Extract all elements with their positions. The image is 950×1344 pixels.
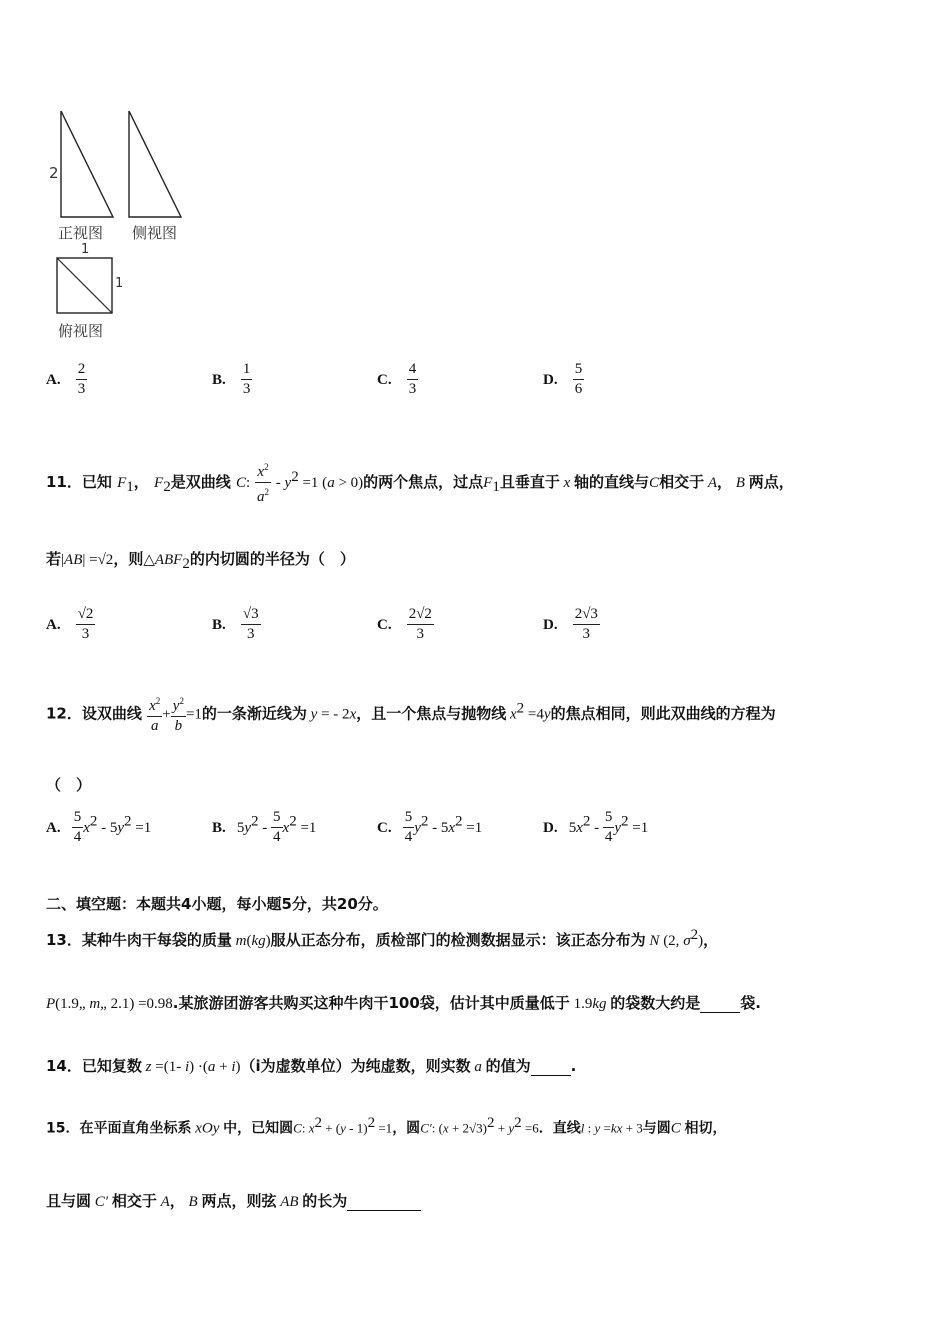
q12-line2: （ ）	[46, 776, 92, 794]
q10-option-a[interactable]: A. $\frac{2}{3}$	[46, 361, 86, 397]
q12-line1: 12．设双曲线 $\frac{x^2}{a}$ + $\frac{y^2}{b}$ =1的一条渐近线为 y = - 2x，且一个焦点与抛物线 $x^2 =4y$的焦点相同，则此双曲线的方程为	[46, 692, 776, 736]
q13-answer-blank[interactable]	[700, 994, 740, 1013]
side-view-triangle	[129, 111, 181, 217]
q12-option-b[interactable]: B. $5y^2$ - $\frac{5}{4}$ $x^2 =1$	[212, 809, 317, 845]
q13-line2: P(1.9„ m„ 2.1) =0.98.某旅游团游客共购买这种牛肉干100袋，估计其中质量低于 1.9kg 的袋数大约是 袋.	[46, 994, 761, 1012]
q11-option-b[interactable]: B. $\frac{√3}{3}$	[212, 606, 259, 642]
q15-answer-blank[interactable]	[347, 1192, 421, 1211]
top-view-diagonal	[57, 258, 112, 313]
q12-option-a[interactable]: A. $\frac{5}{4}$ $x^2 - 5y^2 =1$	[46, 809, 152, 845]
q15-line1: 15．在平面直角坐标系 xOy 中，已知圆C: $x^2 + (y - 1)^2 =1$，圆C′: $(x + 2√3)^2 + y^2 =6$．直线l : y =kx + 3与圆C 相切，	[46, 1115, 727, 1137]
q15-line2: 且与圆 C′ 相交于 A， B 两点，则弦 AB 的长为	[46, 1190, 421, 1211]
q11-option-a[interactable]: A. $\frac{√2}{3}$	[46, 606, 94, 642]
front-view-triangle	[61, 111, 113, 217]
q11-line1: 11．已知 $F_1$， $F_2$是双曲线 C: $\frac{x^2}{a^2}$ - $y^2 =1$ (a > 0)的两个焦点，过点$F_1$且垂直于 x 轴的直线与C相交于 A， B 两点，	[46, 458, 794, 507]
q11-option-d[interactable]: D. $\frac{2√3}{3}$	[543, 606, 598, 642]
q12-option-c[interactable]: C. $\frac{5}{4}$ $y^2 - 5x^2 =1$	[377, 809, 483, 845]
front-view-label: 正视图	[58, 224, 104, 242]
side-view-label: 侧视图	[132, 224, 178, 242]
section-heading-fill-blank: 二、填空题：本题共4小题，每小题5分，共20分。	[46, 895, 388, 913]
q10-option-c[interactable]: C. $\frac{4}{3}$	[377, 361, 417, 397]
q13-line1: 13．某种牛肉干每袋的质量 m(kg)服从正态分布，质检部门的检测数据显示：该正态分布为 N (2, $\sigma^2$)，	[46, 927, 719, 949]
q14-answer-blank[interactable]	[531, 1057, 571, 1076]
q10-option-b[interactable]: B. $\frac{1}{3}$	[212, 361, 251, 397]
q11-option-c[interactable]: C. $\frac{2√2}{3}$	[377, 606, 432, 642]
top-view-label: 俯视图	[58, 322, 104, 340]
dim-height-label: 2	[49, 164, 59, 182]
q11-line2: 若|AB| =√2，则$\triangle ABF_2$的内切圆的半径为（ ）	[46, 550, 355, 572]
q14-line: 14．已知复数 z =(1- i) ·(a + i)（i为虚数单位）为纯虚数，则实数 a 的值为 .	[46, 1057, 577, 1075]
dim-top-width-label: 1	[81, 242, 90, 257]
q10-option-d[interactable]: D. $\frac{5}{6}$	[543, 361, 583, 397]
q12-option-d[interactable]: D. $5x^2$ - $\frac{5}{4}$ $y^2 =1$	[543, 809, 649, 845]
dim-top-height-label: 1	[115, 276, 124, 291]
